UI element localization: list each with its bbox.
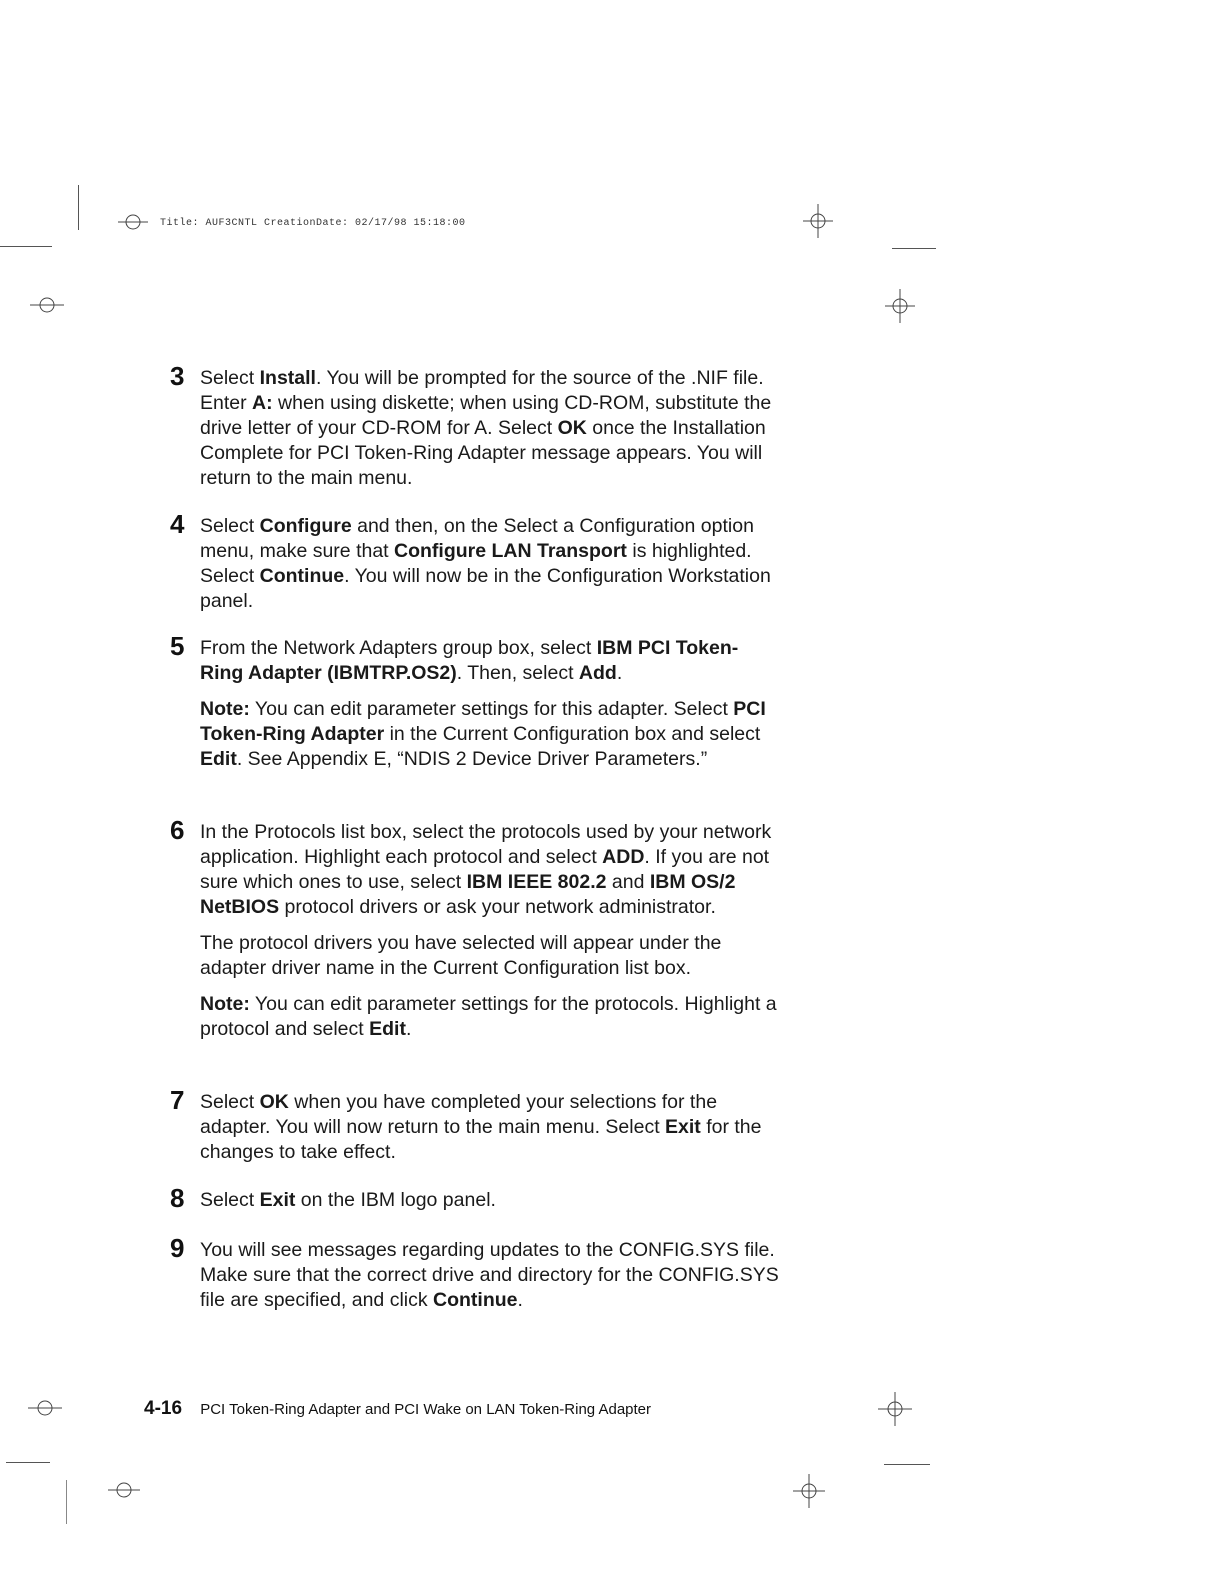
text-run: . Then, select (456, 662, 579, 684)
text-run: In the Protocols list box, select the protocols used by your network application. Highlight each protocol and select (200, 821, 772, 868)
crop-line (78, 185, 79, 230)
text-run: for the changes to take effect. (200, 1116, 762, 1163)
text-run: . You will be prompted for the source of the .NIF file. Enter (200, 367, 764, 414)
text-run: You can edit parameter settings for this adapter. Select (249, 698, 734, 720)
bold-term: IBM IEEE 802.2 (466, 871, 607, 893)
step-4 (170, 509, 780, 614)
step-body (200, 636, 780, 772)
text-run: Select (200, 1189, 260, 1211)
text-run: is highlighted. Select (200, 540, 752, 587)
crop-line (6, 1462, 50, 1463)
bold-term: PCI Token-Ring Adapter (200, 698, 766, 745)
step-6 (170, 815, 780, 1042)
crop-line (884, 1464, 930, 1465)
step-8 (170, 1183, 780, 1213)
crop-line (0, 246, 52, 247)
registration-mark-icon (108, 1480, 140, 1500)
text-run: when using diskette; when using CD-ROM, substitute the drive letter of your CD-ROM for A. Select (200, 392, 772, 439)
registration-mark-icon (118, 212, 148, 232)
step-number: 9 (170, 1233, 185, 1263)
step-number: 4 (170, 509, 185, 539)
step-paragraph (200, 366, 780, 491)
text-run: once the Installation Complete for PCI Token-Ring Adapter message appears. You will return to the main menu. (200, 417, 766, 489)
page-number: 4-16 (144, 1398, 183, 1419)
bold-term: Edit (369, 1018, 406, 1040)
bold-term: OK (259, 1091, 289, 1113)
registration-mark-icon (878, 1392, 912, 1426)
text-run: and then, on the Select a Configuration option menu, make sure that (200, 515, 754, 562)
text-run: . See Appendix E, “NDIS 2 Device Driver Parameters.” (236, 748, 708, 770)
text-run: You will see messages regarding updates to the CONFIG.SYS file. Make sure that the correct drive and directory for the CONFIG.SYS file are specified, and click (200, 1239, 779, 1311)
text-run: Select (200, 367, 260, 389)
page-footer (144, 1398, 651, 1420)
bold-term: ADD (602, 846, 645, 868)
step-paragraph (200, 992, 780, 1042)
bold-term: Note: (200, 993, 250, 1015)
step-number: 7 (170, 1085, 185, 1115)
bold-term: Configure (259, 515, 352, 537)
bold-term: Configure LAN Transport (394, 540, 627, 562)
bold-term: IBM PCI Token-Ring Adapter (IBMTRP.OS2) (200, 637, 739, 684)
text-run: on the IBM logo panel. (295, 1189, 496, 1211)
step-3 (170, 361, 780, 491)
step-number: 3 (170, 361, 185, 391)
step-body (200, 1238, 780, 1313)
bold-term: A: (252, 392, 273, 414)
registration-mark-icon (803, 204, 833, 238)
crop-line (892, 248, 936, 249)
step-paragraph (200, 1188, 780, 1213)
step-number: 5 (170, 631, 185, 661)
step-paragraph (200, 514, 780, 614)
text-run: Select (200, 1091, 260, 1113)
header-title-line: Title: AUF3CNTL CreationDate: 02/17/98 15:18:00 (160, 218, 466, 229)
text-run: protocol drivers or ask your network administrator. (279, 896, 716, 918)
step-paragraph (200, 636, 780, 686)
text-run: in the Current Configuration box and select (384, 723, 761, 745)
bold-term: OK (557, 417, 587, 439)
registration-mark-icon (793, 1474, 825, 1508)
registration-mark-icon (885, 289, 915, 323)
text-run: From the Network Adapters group box, select (200, 637, 597, 659)
step-paragraph (200, 697, 780, 772)
text-run: Select (200, 515, 260, 537)
step-body (200, 366, 780, 491)
bold-term: Note: (200, 698, 250, 720)
step-body (200, 1090, 780, 1165)
crop-line (66, 1480, 67, 1524)
text-run: . You will now be in the Configuration Workstation panel. (200, 565, 771, 612)
step-9 (170, 1233, 780, 1313)
step-paragraph (200, 1090, 780, 1165)
step-number: 6 (170, 815, 185, 845)
step-number: 8 (170, 1183, 185, 1213)
text-run: and (606, 871, 650, 893)
text-run: when you have completed your selections for the adapter. You will now return to the main menu. Select (200, 1091, 718, 1138)
step-7 (170, 1085, 780, 1165)
text-run: . (517, 1289, 523, 1311)
text-run: The protocol drivers you have selected will appear under the adapter driver name in the Current Configuration list box. (200, 932, 722, 979)
text-run: . If you are not sure which ones to use, select (200, 846, 770, 893)
running-title: PCI Token-Ring Adapter and PCI Wake on LAN Token-Ring Adapter (200, 1401, 652, 1418)
bold-term: Add (578, 662, 617, 684)
bold-term: Install (259, 367, 316, 389)
step-body (200, 1188, 780, 1213)
text-run: . (616, 662, 623, 684)
bold-term: IBM OS/2 NetBIOS (200, 871, 736, 918)
registration-mark-icon (30, 295, 64, 315)
bold-term: Exit (665, 1116, 701, 1138)
step-body (200, 514, 780, 614)
bold-term: Edit (200, 748, 237, 770)
step-body (200, 820, 780, 1042)
step-paragraph (200, 820, 780, 920)
bold-term: Exit (259, 1189, 296, 1211)
step-5 (170, 631, 780, 772)
step-paragraph (200, 931, 780, 981)
bold-term: Continue (433, 1289, 518, 1311)
bold-term: Continue (259, 565, 345, 587)
step-paragraph (200, 1238, 780, 1313)
text-run: You can edit parameter settings for the protocols. Highlight a protocol and select (200, 993, 777, 1040)
text-run: . (405, 1018, 412, 1040)
registration-mark-icon (28, 1398, 62, 1418)
